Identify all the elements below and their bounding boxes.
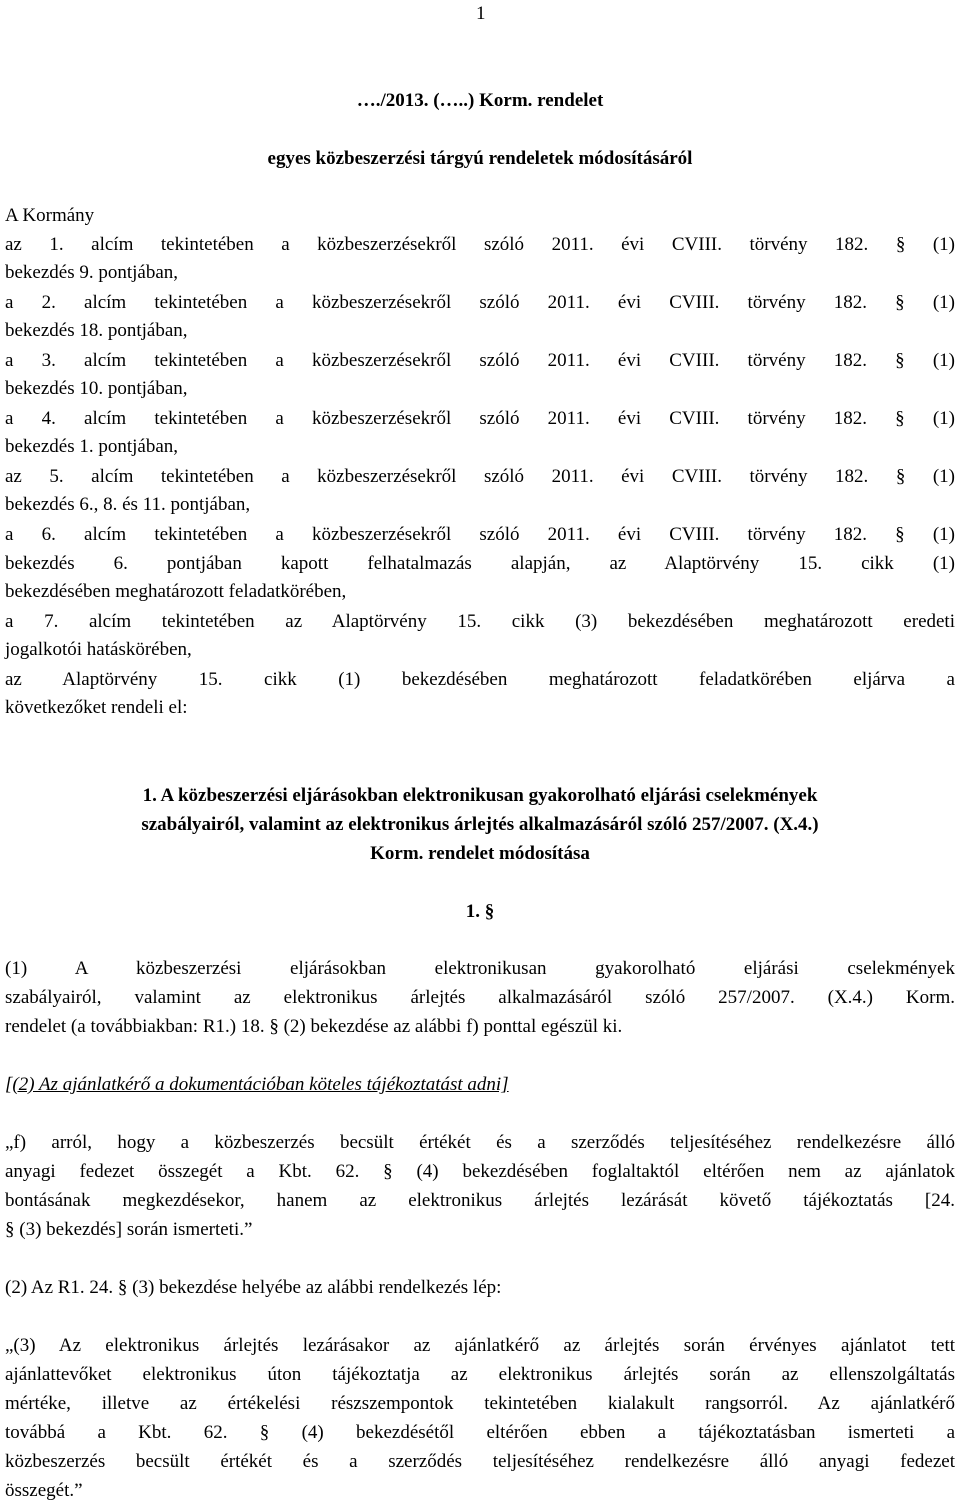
- quote-line: bontásának megkezdésekor, hanem az elektronikus árlejtés lezárását követő tájékoztatás [24.: [5, 1190, 955, 1211]
- preamble-line: a 6. alcím tekintetében a közbeszerzésekről szóló 2011. évi CVIII. törvény 182. § (1): [5, 524, 955, 545]
- preamble-line: a 2. alcím tekintetében a közbeszerzésekről szóló 2011. évi CVIII. törvény 182. § (1): [5, 292, 955, 313]
- preamble-line: a 7. alcím tekintetében az Alaptörvény 15. cikk (3) bekezdésében meghatározott eredeti: [5, 611, 955, 632]
- preamble-line: bekezdés 10. pontjában,: [5, 378, 188, 399]
- section-title-line: Korm. rendelet módosítása: [370, 843, 590, 864]
- page-number: 1: [476, 3, 486, 24]
- decree-number: …./2013. (…..) Korm. rendelet: [356, 90, 604, 111]
- body-line: (2) Az R1. 24. § (3) bekezdése helyébe az alábbi rendelkezés lép:: [5, 1277, 502, 1298]
- preamble-line: bekezdés 6., 8. és 11. pontjában,: [5, 494, 251, 515]
- preamble-line: bekezdésében meghatározott feladatkörében,: [5, 581, 347, 602]
- quote-line: „f) arról, hogy a közbeszerzés becsült értékét és a szerződés teljesítéséhez rendelkezésre álló: [5, 1132, 955, 1153]
- quote-line: anyagi fedezet összegét a Kbt. 62. § (4) bekezdésében foglaltaktól eltérően nem az ajánlatok: [5, 1161, 955, 1182]
- preamble-line: jogalkotói hatáskörében,: [5, 639, 192, 660]
- preamble-line: az Alaptörvény 15. cikk (1) bekezdésében meghatározott feladatkörében eljárva a: [5, 669, 955, 690]
- quote-line: továbbá a Kbt. 62. § (4) bekezdésétől eltérően ebben a tájékoztatásban ismerteti a: [5, 1422, 955, 1443]
- section-title-line: 1. A közbeszerzési eljárásokban elektronikusan gyakorolható eljárási cselekmények: [142, 785, 818, 806]
- body-line: rendelet (a továbbiakban: R1.) 18. § (2) bekezdése az alábbi f) ponttal egészül ki.: [5, 1016, 623, 1037]
- quote-line: mértéke, illetve az értékelési részszempontok tekintetében kialakult rangsorról. Az ajánlatkérő: [5, 1393, 955, 1414]
- section-title-line: szabályairól, valamint az elektronikus árlejtés alkalmazásáról szóló 257/2007. (X.4.): [141, 814, 819, 835]
- quote-line: § (3) bekezdés] során ismerteti.”: [5, 1219, 253, 1240]
- quote-line: „(3) Az elektronikus árlejtés lezárásakor az ajánlatkérő az árlejtés során érvényes ajánlatot tett: [5, 1335, 955, 1356]
- body-line: (1) A közbeszerzési eljárásokban elektronikusan gyakorolható eljárási cselekmények: [5, 958, 955, 979]
- paragraph-heading: 1. §: [465, 901, 495, 922]
- decree-title: egyes közbeszerzési tárgyú rendeletek módosításáról: [267, 148, 693, 169]
- preamble-line: A Kormány: [5, 205, 95, 226]
- preamble-line: bekezdés 9. pontjában,: [5, 262, 179, 283]
- quote-line: közbeszerzés becsült értékét és a szerződés teljesítéséhez rendelkezésre álló anyagi fedezet: [5, 1451, 955, 1472]
- preamble-line: a 4. alcím tekintetében a közbeszerzésekről szóló 2011. évi CVIII. törvény 182. § (1): [5, 408, 955, 429]
- preamble-line: a 3. alcím tekintetében a közbeszerzésekről szóló 2011. évi CVIII. törvény 182. § (1): [5, 350, 955, 371]
- preamble-line: bekezdés 18. pontjában,: [5, 320, 188, 341]
- quote-line: ajánlattevőket elektronikus úton tájékoztatja az elektronikus árlejtés során az ellenszolgáltatás: [5, 1364, 955, 1385]
- preamble-line: az 1. alcím tekintetében a közbeszerzésekről szóló 2011. évi CVIII. törvény 182. § (1): [5, 234, 955, 255]
- preamble-line: következőket rendeli el:: [5, 697, 188, 718]
- body-line: szabályairól, valamint az elektronikus árlejtés alkalmazásáról szóló 257/2007. (X.4.) Korm.: [5, 987, 955, 1008]
- preamble-line: az 5. alcím tekintetében a közbeszerzésekről szóló 2011. évi CVIII. törvény 182. § (1): [5, 466, 955, 487]
- italic-reference: [(2) Az ajánlatkérő a dokumentációban köteles tájékoztatást adni]: [5, 1074, 509, 1095]
- preamble-line: bekezdés 1. pontjában,: [5, 436, 179, 457]
- quote-line: összegét.”: [5, 1480, 83, 1501]
- preamble-line: bekezdés 6. pontjában kapott felhatalmazás alapján, az Alaptörvény 15. cikk (1): [5, 553, 955, 574]
